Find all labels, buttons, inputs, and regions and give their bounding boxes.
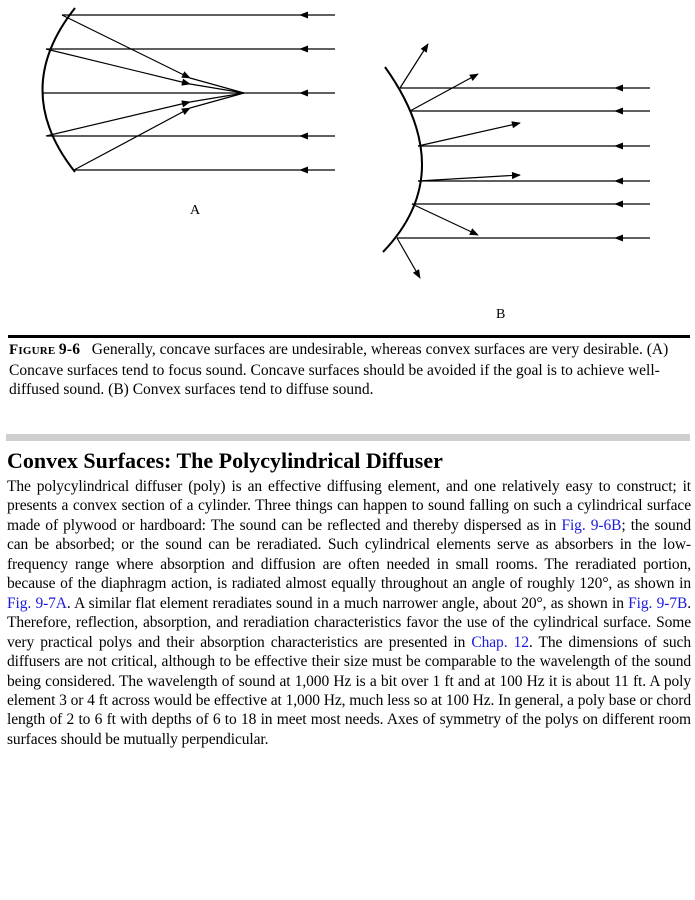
link-fig-9-7a[interactable]: Fig. 9-7A	[7, 594, 67, 612]
caption-divider	[8, 335, 690, 338]
figure-caption	[9, 340, 689, 400]
figure-caption-text: Generally, concave surfaces are undesirable, whereas convex surfaces are very desirable. (A) Concave surfaces tend to focus sound. Concave surfaces should be avoided if the goal is to achieve well-diffused sound. (B) Convex surfaces tend to diffuse sound.	[9, 341, 669, 398]
link-chap-12[interactable]: Chap. 12	[471, 633, 529, 651]
paragraph-text: ; the sound can be absorbed; or the sound can be reradiated. Such cylindrical elements serve as absorbers in the low-frequency range where absorption and diffusion are often needed in small rooms. The reradiated portion, because of the diaphragm action, is radiated almost equally throughout an angle of roughly 120°, as shown in	[7, 516, 691, 593]
paragraph-text: The polycylindrical diffuser (poly) is an effective diffusing element, and one relatively easy to construct; it presents a convex section of a cylinder. Three things can happen to sound falling on such a cylindrical surface made of plywood or hardboard: The sound can be reflected and thereby dispersed as in	[7, 478, 691, 534]
figure-9-6	[0, 0, 695, 330]
paragraph-text: . Therefore, reflection, absorption, and reradiation characteristics favor the use of the cylindrical surface. Some very practical polys and their absorption characteristics are presented in	[7, 594, 691, 651]
paragraph-text: . The dimensions of such diffusers are not critical, although to be effective their size must be comparable to the wavelength of the sound being considered. The wavelength of sound at 1,000 Hz is a bit over 1 ft and at 100 Hz it is about 11 ft. A poly element 3 or 4 ft across would be effective at 1,000 Hz, much less so at 100 Hz. In general, a poly base or chord length of 2 to 6 ft with depths of 6 to 18 in meet most needs. Axes of symmetry of the polys on different room surfaces should be mutually perpendicular.	[7, 633, 691, 748]
figure-caption-label	[9, 342, 80, 357]
panel-a-label: A	[190, 203, 201, 218]
panel-b-label: B	[496, 307, 506, 322]
link-fig-9-7b[interactable]: Fig. 9-7B	[628, 594, 688, 612]
reflected-ray	[46, 49, 190, 84]
figure-diagram	[0, 0, 695, 330]
concave-surface	[43, 8, 76, 172]
reflected-ray	[397, 238, 420, 278]
convex-surface	[383, 67, 422, 252]
reflected-ray	[400, 44, 428, 88]
section-heading: Convex Surfaces: The Polycylindrical Diffuser	[7, 448, 443, 473]
body-paragraph	[7, 477, 691, 749]
panel-a-concave-diagram	[42, 8, 335, 172]
figure-word: Figure	[9, 342, 56, 358]
paragraph-text: . A similar flat element reradiates sound in a much narrower angle, about 20°, as shown in	[66, 594, 629, 612]
reflected-ray	[412, 204, 478, 235]
figure-number: 9-6	[58, 341, 81, 358]
section-divider	[6, 434, 690, 441]
reflected-ray	[418, 175, 520, 181]
reflected-ray	[410, 74, 478, 111]
reflected-ray	[74, 108, 190, 170]
reflected-ray	[418, 123, 520, 146]
panel-b-convex-diagram	[383, 44, 650, 278]
link-fig-9-6b[interactable]: Fig. 9-6B	[561, 516, 622, 534]
